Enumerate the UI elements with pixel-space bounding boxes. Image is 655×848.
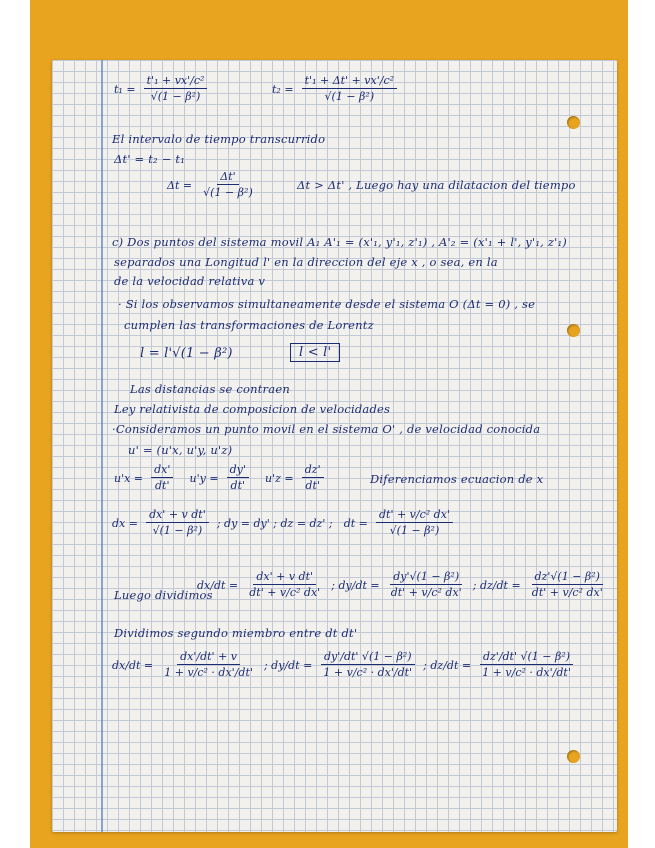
section-c-line2: separados una Longitud l' en la direccion del eje x , o sea, en la: [114, 255, 498, 269]
section-c-line4: · Si los observamos simultaneamente desde el sistema O (Δt = 0) , se: [118, 297, 536, 311]
consideramos-text: ·Consideramos un punto movil en el sistema O' , de velocidad conocida: [112, 422, 541, 436]
delta-t-prime: Δt' = t₂ − t₁: [114, 152, 186, 166]
length-contraction: l = l'√(1 − β²): [140, 346, 233, 361]
dividimos-segundo: Dividimos segundo miembro entre dt dt': [114, 626, 358, 640]
notebook-sheet: [52, 60, 617, 832]
intervalo-text: El intervalo de tiempo transcurrido: [112, 132, 326, 146]
t2-equation: t₂ = $\frac{\text{t'₁ + Δt' + vx'/c²}}{\text{√(1 − β²)}}$: [272, 74, 400, 103]
differentiate-comment: Diferenciamos ecuacion de x: [370, 472, 544, 486]
distancias-text: Las distancias se contraen: [130, 382, 290, 396]
composicion-heading: Ley relativista de composicion de velocidades: [114, 402, 391, 416]
binder-hole-bottom: [567, 750, 580, 763]
section-c-line5: cumplen las transformaciones de Lorentz: [124, 318, 374, 332]
binder-hole-top: [567, 116, 580, 129]
section-c-line1: c) Dos puntos del sistema movil A₁ A'₁ = (x'₁, y'₁, z'₁) , A'₂ = (x'₁ + l', y'₁, z'₁): [112, 235, 567, 249]
dilation-comment: Δt > Δt' , Luego hay una dilatacion del tiempo: [297, 178, 576, 192]
differential-transforms: dx = $\frac{\text{dx' + v dt'}}{\text{√(1 − β²)}}$ ; dy = dy' ; dz = dz' ; dt = $\frac{\text{dt' + v/c² dx'}}{\text{√(1 − β²)}}$: [112, 508, 456, 537]
boxed-result: l < l': [290, 343, 340, 362]
velocity-vector: u' = (u'x, u'y, u'z): [128, 443, 233, 457]
binder-hole-middle: [567, 324, 580, 337]
luego-dividimos: Luego dividimos: [114, 588, 213, 602]
time-dilation-formula: Δt = $\frac{\Delta t'}{\text{√(1 − β²)}}$: [167, 170, 253, 199]
margin-line: [101, 60, 103, 832]
velocity-components: u'x = $\frac{dx'}{dt'}$ u'y = $\frac{dy'}{dt'}$ u'z = $\frac{dz'}{dt'}$: [114, 463, 327, 492]
section-c-line3: de la velocidad relativa v: [114, 274, 266, 288]
t1-equation: t₁ = $\frac{\text{t'₁ + vx'/c²}}{\text{√(1 − β²)}}$: [114, 74, 210, 103]
velocity-ratios: dx/dt = $\frac{\text{dx' + v dt'}}{\text{dt' + v/c² dx'}}$ ; dy/dt = $\frac{\text{dy'√(1 − β²)}}{\text{dt' + v/c² dx'}}$ ; dz/dt = $\frac{\text{dz'√(1 − β²)}}{\text{dt' + v/c² dx'}}$: [197, 570, 603, 599]
composition-law: dx/dt = $\frac{dx'/dt' + v}{\text{1 + v/c² · dx'/dt'}}$ ; dy/dt = $\frac{\text{dy'/dt' √(1 − β²)}}{\text{1 + v/c² · dx'/dt'}}$ ; dz/dt = $\frac{\text{dz'/dt' √(1 − β²)}}{\text{1 + v/c² · dx'/dt'}}$: [112, 650, 577, 679]
